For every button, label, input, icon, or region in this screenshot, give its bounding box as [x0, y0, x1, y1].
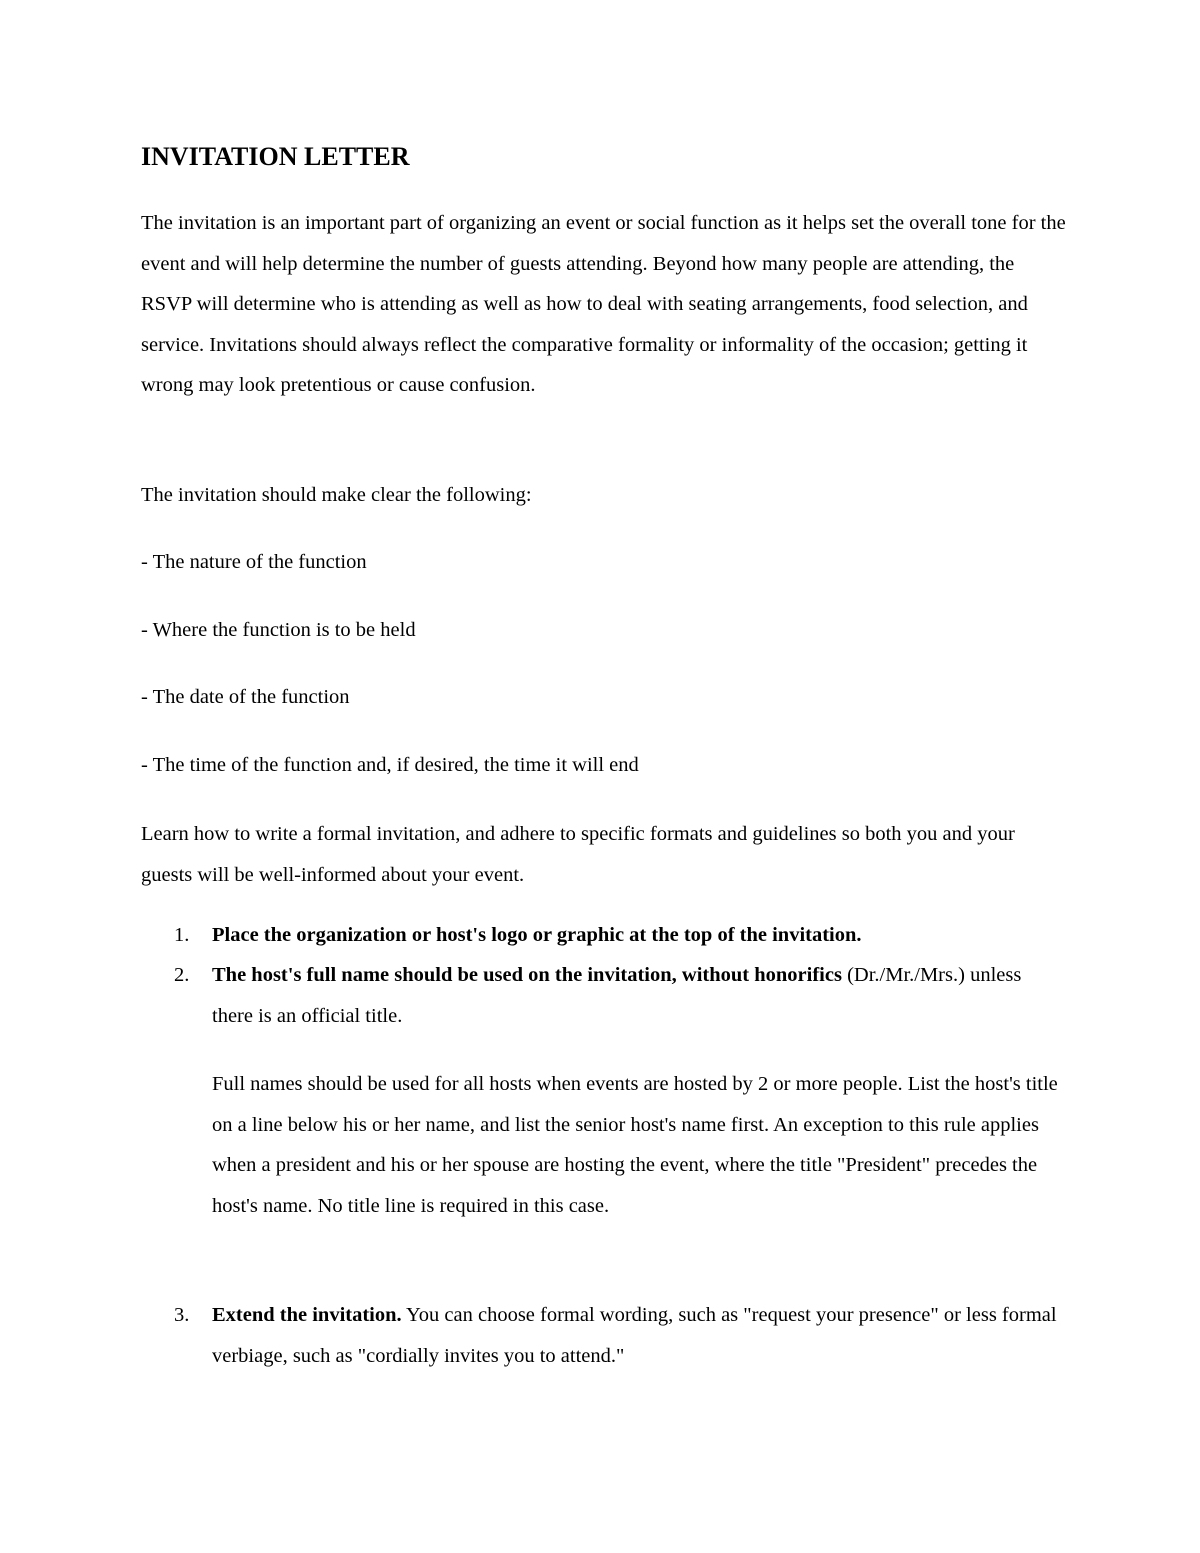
numbered-step-2 [141, 955, 1066, 1036]
list-intro: The invitation should make clear the following: [141, 484, 532, 506]
step-bold-text: The host's full name should be used on the invitation, without honorifics [212, 964, 842, 986]
step-number: 3. [174, 1304, 190, 1326]
list-item: - The date of the function [141, 686, 350, 708]
step-body [212, 955, 1066, 1036]
step-bold-text: Place the organization or host's logo or graphic at the top of the invitation. [212, 924, 862, 946]
step-body [212, 915, 1066, 956]
list-item: - The time of the function and, if desired, the time it will end [141, 754, 639, 776]
numbered-step-1 [141, 915, 1066, 956]
learn-paragraph: Learn how to write a formal invitation, and adhere to specific formats and guidelines so both you and your guests will be well-informed about your event. [141, 823, 1015, 886]
page-title: INVITATION LETTER [141, 142, 410, 171]
step-number: 2. [174, 964, 190, 986]
list-item: - The nature of the function [141, 551, 367, 573]
step-number: 1. [174, 924, 190, 946]
numbered-step-3 [141, 1295, 1066, 1376]
step-body [212, 1295, 1066, 1376]
step-text: (Dr./Mr./Mrs.) unless there is an official title. [212, 964, 1022, 1027]
step-bold-text: Extend the invitation. [212, 1304, 402, 1326]
step-text: You can choose formal wording, such as "request your presence" or less formal verbiage, such as "cordially invites you to attend." [212, 1304, 1057, 1367]
intro-paragraph: The invitation is an important part of organizing an event or social function as it helps set the overall tone for the event and will help determine the number of guests attending. Beyond how many people are attending, the RSVP will determine who is attending as well as how to deal with seating arrangements, food selection, and service. Invitations should always reflect the comparative formality or informality of the occasion; getting it wrong may look pretentious or cause confusion. [141, 212, 1066, 397]
list-item: - Where the function is to be held [141, 619, 416, 641]
step-2-detail: Full names should be used for all hosts when events are hosted by 2 or more people. List the host's title on a line below his or her name, and list the senior host's name first. An exception to this rule applies when a president and his or her spouse are hosting the event, where the title "President" precedes the host's name. No title line is required in this case. [212, 1073, 1058, 1217]
